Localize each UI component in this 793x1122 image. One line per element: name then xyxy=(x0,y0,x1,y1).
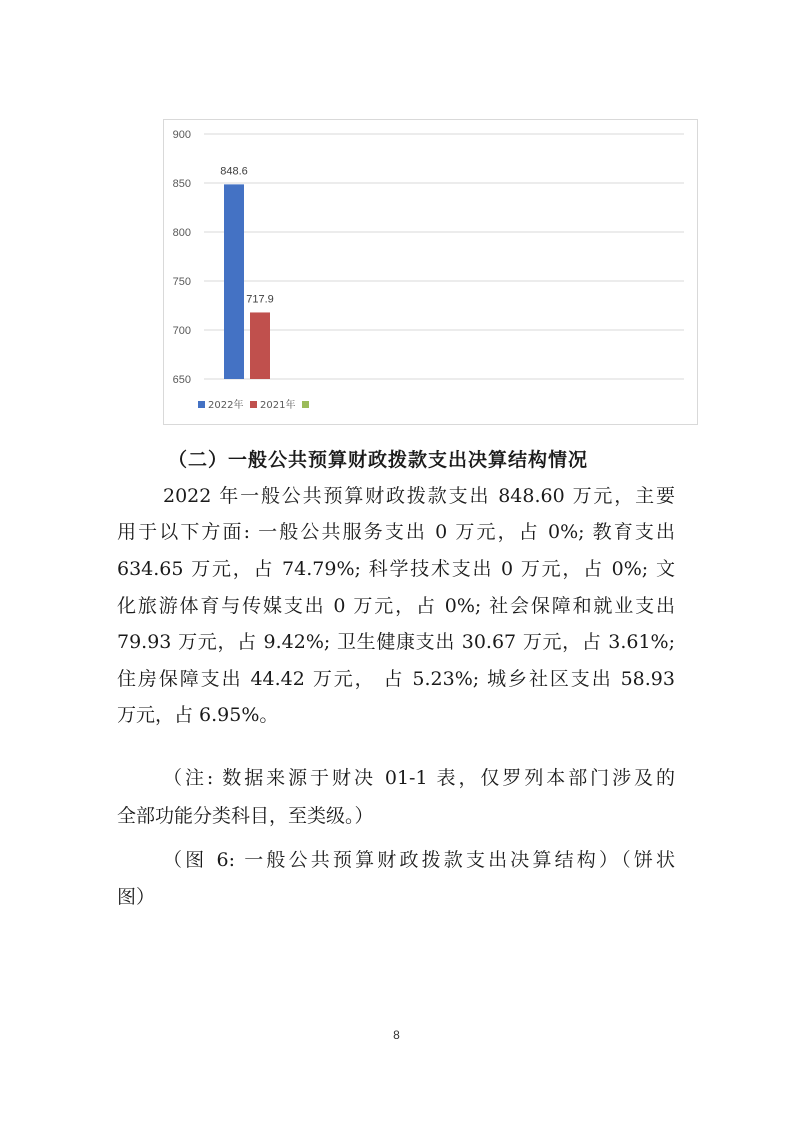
bar-1 xyxy=(224,184,244,379)
body-line-3: 634.65 万元，占 74.79%; 科学技术支出 0 万元，占 0%; 文 xyxy=(117,558,675,580)
body-line-7: 万元，占 6.95%。 xyxy=(117,704,279,726)
body-line-5: 79.93 万元，占 9.42%; 卫生健康支出 30.67 万元，占 3.61%; xyxy=(117,631,675,653)
bar-chart xyxy=(163,119,698,425)
body-line-4: 化旅游体育与传媒支出 0 万元，占 0%; 社会保障和就业支出 xyxy=(117,595,675,617)
figure-caption-line-2: 图） xyxy=(117,886,156,908)
y-tick-label: 650 xyxy=(172,374,191,386)
legend-swatch-3 xyxy=(302,401,309,408)
body-line-6: 住房保障支出 44.42 万元， 占 5.23%; 城乡社区支出 58.93 xyxy=(117,668,675,690)
figure-caption-line-1: （图 6: 一般公共预算财政拨款支出决算结构）（饼状 xyxy=(163,849,675,871)
y-tick-label: 850 xyxy=(172,178,191,190)
legend-label: 2021年 xyxy=(260,400,296,411)
note-line-2: 全部功能分类科目，至类级。） xyxy=(117,805,374,827)
bar-chart-canvas xyxy=(164,120,699,426)
note-line-1: （注: 数据来源于财决 01-1 表，仅罗列本部门涉及的 xyxy=(163,767,675,789)
page-number: 8 xyxy=(393,1028,400,1042)
legend-label: 2022年 xyxy=(208,400,244,411)
section-heading: （二）一般公共预算财政拨款支出决算结构情况 xyxy=(168,449,589,471)
body-line-2: 用于以下方面: 一般公共服务支出 0 万元，占 0%; 教育支出 xyxy=(117,521,675,543)
body-line-1: 2022 年一般公共预算财政拨款支出 848.60 万元，主要 xyxy=(163,485,675,507)
bar-2 xyxy=(250,312,270,379)
legend-swatch-1 xyxy=(198,401,205,408)
data-label: 717.9 xyxy=(246,293,274,306)
y-tick-label: 750 xyxy=(172,276,191,288)
y-tick-label: 900 xyxy=(172,129,191,141)
data-label: 848.6 xyxy=(220,165,248,178)
y-tick-label: 700 xyxy=(172,325,191,337)
legend-swatch-2 xyxy=(250,401,257,408)
y-tick-label: 800 xyxy=(172,227,191,239)
